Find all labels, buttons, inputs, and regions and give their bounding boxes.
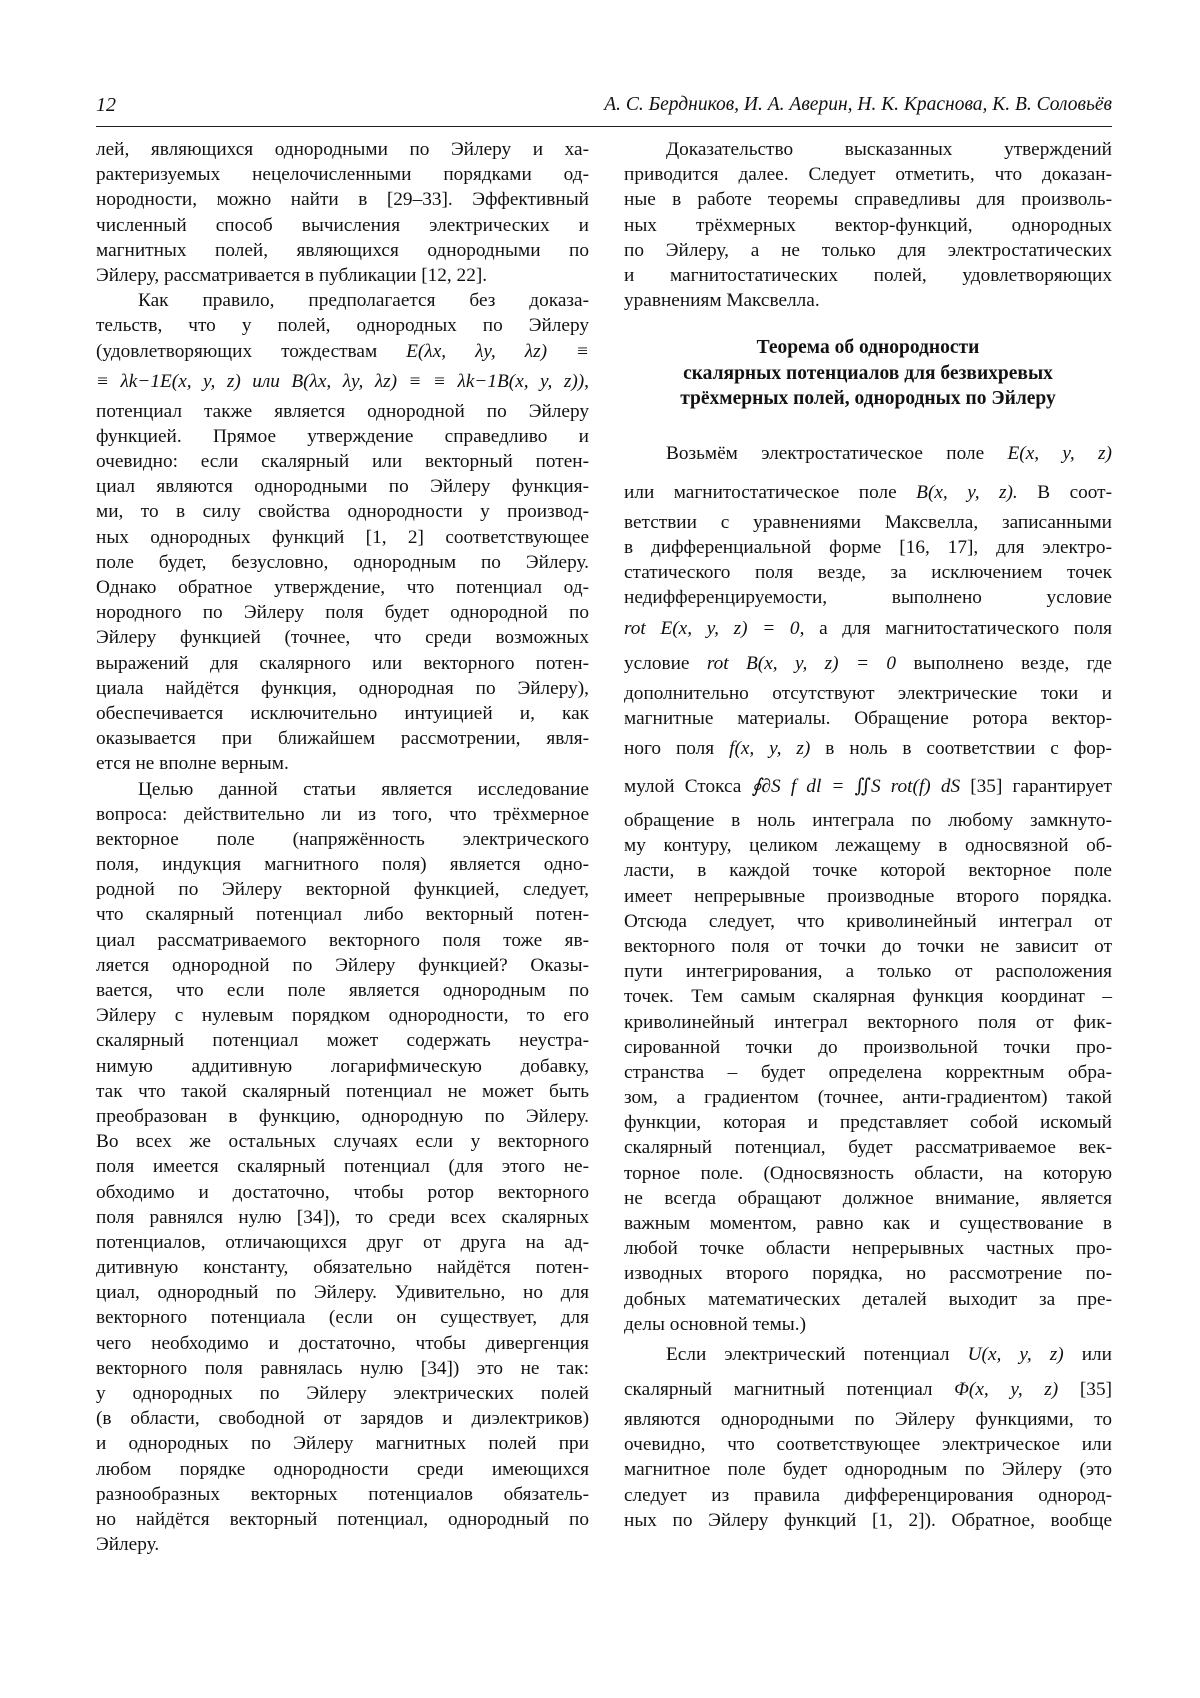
text-line <box>624 646 1112 681</box>
text-line: рактеризуемых нецелочисленными порядками од- <box>96 164 589 186</box>
text-segment: мулой Стокса <box>624 776 742 797</box>
text-line: нимую аддитивную логарифмическую добавку, <box>96 1055 589 1077</box>
text-line: делы основной темы.) <box>624 1313 806 1335</box>
text-line: не всегда обращают должное внимание, является <box>624 1187 1112 1209</box>
text-line: Как правило, предполагается без доказа- <box>138 290 589 312</box>
left-paragraph-1 <box>96 137 589 288</box>
text-line: криволинейный интеграл векторного поля от фик- <box>624 1011 1112 1033</box>
text-line: торное поле. (Односвязность области, на которую <box>624 1162 1112 1184</box>
text-line: очевидно: если скалярный или векторный потен- <box>96 451 589 473</box>
text-segment: или магнитостатическое поле <box>624 481 897 503</box>
text-line: статического поля везде, за исключением точек <box>624 562 1112 584</box>
text-line: являются однородными по Эйлеру функциями, то <box>624 1408 1112 1430</box>
text-line: дитивную константу, обязательно найдётся потен- <box>96 1257 589 1279</box>
text-line: векторного поля от точки до точки не зависит от <box>624 935 1112 957</box>
left-column <box>96 137 589 1557</box>
text-line: уравнениям Максвелла. <box>624 290 820 312</box>
section-heading <box>624 335 1112 411</box>
text-line: поле будет, безусловно, однородным по Эйлеру. <box>96 551 589 573</box>
right-paragraph-2 <box>624 433 1112 1337</box>
text-line: имеет непрерывные производные второго порядка. <box>624 885 1112 907</box>
text-line: скалярный потенциал может содержать неустра- <box>96 1030 589 1052</box>
text-line: очевидно, что соответствующее электрическое или <box>624 1434 1112 1456</box>
electric-potential-formula: U(x, y, z) <box>967 1343 1064 1365</box>
text-segment: [35] гарантирует <box>970 776 1112 797</box>
text-line: пути интегрирования, а только от расположения <box>624 961 1112 983</box>
text-line: преобразован в функцию, однородную по Эйлеру. <box>96 1105 589 1127</box>
text-line: функции, которая и представляет собой искомый <box>624 1112 1112 1134</box>
text-segment: условие <box>624 652 690 674</box>
text-segment: или <box>1081 1343 1112 1365</box>
text-segment: в ноль в соответствии с фор- <box>825 738 1112 759</box>
header-rule <box>96 126 1112 127</box>
homogeneity-formula-e: E(λx, λy, λz) ≡ <box>406 340 589 362</box>
text-line: поля, индукция магнитного поля) является одно- <box>96 854 589 876</box>
text-line: и магнитостатических полей, удовлетворяющих <box>624 264 1112 286</box>
text-line: Отсюда следует, что криволинейный интеграл от <box>624 910 1112 932</box>
text-line: магнитное поле будет однородным по Эйлеру (это <box>624 1459 1112 1481</box>
right-column <box>624 137 1112 1533</box>
text-line <box>624 475 1112 510</box>
text-line: обходимо и достаточно, чтобы ротор векторного <box>96 1181 589 1203</box>
text-line: родной по Эйлеру векторной функцией, следует, <box>96 879 589 901</box>
text-line: вается, что если поле является однородным по <box>96 980 589 1001</box>
text-line: зом, а градиентом (точнее, анти-градиентом) такой <box>624 1087 1112 1109</box>
heading-line: скалярных потенциалов для безвихревых <box>683 362 1053 384</box>
text-line: в дифференциальной форме [16, 17], для электро- <box>624 537 1112 559</box>
text-line: векторного поля равнялась нулю [34]) это не так: <box>96 1357 589 1379</box>
text-line: разнообразных векторных потенциалов обязатель- <box>96 1483 589 1505</box>
left-paragraph-2 <box>96 288 589 776</box>
text-line: лей, являющихся однородными по Эйлеру и ха- <box>96 139 589 160</box>
text-line: обеспечивается исключительно интуицией и, как <box>96 702 589 724</box>
text-line: ласти, в каждой точке которой векторное поле <box>624 860 1112 882</box>
text-line <box>624 611 1112 646</box>
text-segment: выполнено везде, где <box>913 652 1112 674</box>
text-line: и однородных по Эйлеру магнитных полей при <box>96 1433 589 1455</box>
text-segment: Возьмём электростатическое поле <box>666 442 985 464</box>
text-line: ных трёхмерных вектор-функций, однородных <box>624 214 1112 236</box>
text-segment: В соот- <box>1037 481 1112 503</box>
text-line: скалярный потенциал, будет рассматриваемое век- <box>624 1137 1112 1159</box>
text-segment: [35] <box>1079 1378 1113 1400</box>
heading-line: Теорема об однородности <box>756 337 980 359</box>
text-line: вопроса: действительно ли из того, что трёхмерное <box>96 803 589 825</box>
right-paragraph-1 <box>624 137 1112 313</box>
text-line: нородного по Эйлеру поля будет однородной по <box>96 602 589 624</box>
text-line: так что такой скалярный потенциал не может быть <box>96 1080 589 1102</box>
text-line: векторного потенциала (если он существует, для <box>96 1307 589 1329</box>
text-line: ется не вполне верным. <box>96 753 289 775</box>
text-line: векторное поле (напряжённость электрического <box>96 828 589 850</box>
running-header <box>96 94 1112 124</box>
right-paragraph-3 <box>624 1337 1112 1533</box>
text-line: поля равнялся нулю [34]), то среди всех скалярных <box>96 1206 589 1228</box>
vector-field-formula: f(x, y, z) <box>729 738 811 759</box>
text-line <box>624 1337 1112 1372</box>
text-line: потенциалов, отличающихся друг от друга на ад- <box>96 1231 589 1253</box>
text-line: сированной точки до произвольной точки про- <box>624 1036 1112 1058</box>
text-line: обращение в ноль интеграла по любому замкнуто- <box>624 810 1112 831</box>
spacer <box>624 411 1112 433</box>
text-segment: Если электрический потенциал <box>666 1343 950 1365</box>
text-line: изводных второго порядка, но рассмотрение по- <box>624 1263 1112 1285</box>
text-line: добных математических деталей выходит за пре- <box>624 1288 1112 1310</box>
text-line: любом порядке однородности среди имеющихся <box>96 1458 589 1480</box>
page-number: 12 <box>96 94 116 116</box>
running-authors: А. С. Бердников, И. А. Аверин, Н. К. Краснова, К. В. Соловьёв <box>604 94 1112 115</box>
text-line <box>624 1372 1112 1407</box>
text-line <box>96 339 589 364</box>
text-line: потенциал также является однородной по Эйлеру <box>96 400 589 422</box>
text-line: выражений для скалярного или векторного потен- <box>96 652 589 674</box>
text-line: ми, то в силу свойства однородности у производ- <box>96 501 589 523</box>
heading-line: трёхмерных полей, однородных по Эйлеру <box>680 387 1056 409</box>
text-line: ных однородных функций [1, 2] соответствующее <box>96 526 589 548</box>
rot-e-formula: rot E(x, y, z) = 0 <box>624 617 800 639</box>
text-line: ные в работе теоремы справедливы для произволь- <box>624 189 1112 211</box>
stokes-formula: ∮∂S f dl = ∬S rot(f) dS <box>751 776 961 797</box>
text-line: магнитные материалы. Обращение ротора вектор- <box>624 707 1112 729</box>
text-line: циал рассматриваемого векторного поля тоже яв- <box>96 929 589 951</box>
rot-b-formula: rot B(x, y, z) = 0 <box>706 652 897 674</box>
text-segment: скалярный магнитный потенциал <box>624 1378 933 1400</box>
text-line: нородности, можно найти в [29–33]. Эффективный <box>96 189 589 211</box>
text-line: циала найдётся функция, однородная по Эйлеру), <box>96 677 589 699</box>
text-line: оказывается при ближайшем рассмотрении, явля- <box>96 728 589 750</box>
text-segment: , а для магнитостатического поля <box>799 617 1112 639</box>
text-line <box>624 731 1112 766</box>
text-line: циал, однородный по Эйлеру. Удивительно, но для <box>96 1282 589 1304</box>
magnetic-potential-formula: Φ(x, y, z) <box>954 1378 1059 1400</box>
text-line: приводится далее. Следует отметить, что доказан- <box>624 164 1112 186</box>
text-line: чего необходимо и достаточно, чтобы дивергенция <box>96 1332 589 1354</box>
field-b-formula: B(x, y, z). <box>916 481 1018 503</box>
text-line: по Эйлеру, а не только для электростатических <box>624 239 1112 261</box>
text-line: что скалярный потенциал либо векторный потен- <box>96 904 589 926</box>
text-line: (в области, свободной от зарядов и диэлектриков) <box>96 1408 589 1430</box>
text-line: Эйлеру, рассматривается в публикации [12, 22]. <box>96 264 488 286</box>
text-line: важным моментом, равно как и существование в <box>624 1213 1112 1234</box>
text-line: магнитных полей, являющихся однородными по <box>96 239 589 261</box>
text-line: численный способ вычисления электрических и <box>96 214 589 236</box>
text-line: странства – будет определена корректным обра- <box>624 1061 1112 1083</box>
text-line: Эйлеру функцией (точнее, что среди возможных <box>96 627 589 649</box>
text-line: Однако обратное утверждение, что потенциал од- <box>96 577 589 598</box>
formula-line <box>96 364 589 399</box>
text-line: Во всех же остальных случаях если у векторного <box>96 1131 589 1153</box>
text-segment: ного поля <box>624 738 715 759</box>
text-line <box>624 433 1112 475</box>
text-line: недифференцируемости, выполнено условие <box>624 587 1112 609</box>
text-line: у однородных по Эйлеру электрических полей <box>96 1383 589 1404</box>
text-line: му контуру, целиком лежащему в односвязной об- <box>624 835 1112 857</box>
text-segment: (удовлетворяющих тождествам <box>96 340 378 362</box>
text-line: ляется однородной по Эйлеру функцией? Оказы- <box>96 954 589 976</box>
text-line: любой точке области непрерывных частных про- <box>624 1238 1112 1260</box>
homogeneity-formula-b: ≡ λk−1E(x, y, z) или B(λx, λy, λz) ≡ ≡ λk−1B(x, y, z)), <box>96 370 589 392</box>
text-line: Эйлеру с нулевым порядком однородности, то его <box>96 1005 589 1027</box>
text-line: дополнительно отсутствуют электрические токи и <box>624 682 1112 704</box>
text-line: Целью данной статьи является исследование <box>138 778 589 800</box>
field-e-formula: E(x, y, z) <box>1007 442 1112 464</box>
text-line: ных по Эйлеру функций [1, 2]). Обратное, вообще <box>624 1509 1112 1531</box>
text-line: тельств, что у полей, однородных по Эйлеру <box>96 315 589 337</box>
text-line: Доказательство высказанных утверждений <box>666 139 1112 160</box>
text-line: циал являются однородными по Эйлеру функция- <box>96 476 589 498</box>
left-paragraph-3 <box>96 777 589 1558</box>
text-line: но найдётся векторный потенциал, однородный по <box>96 1508 589 1530</box>
text-line: ветствии с уравнениями Максвелла, записанными <box>624 511 1112 533</box>
text-line <box>624 766 1112 808</box>
text-line: точек. Тем самым скалярная функция координат – <box>624 986 1112 1008</box>
text-line: следует из правила дифференцирования однород- <box>624 1484 1112 1506</box>
text-line: поля имеется скалярный потенциал (для этого не- <box>96 1156 589 1178</box>
spacer <box>624 313 1112 335</box>
text-line: Эйлеру. <box>96 1534 160 1556</box>
text-line: функцией. Прямое утверждение справедливо и <box>96 425 589 447</box>
